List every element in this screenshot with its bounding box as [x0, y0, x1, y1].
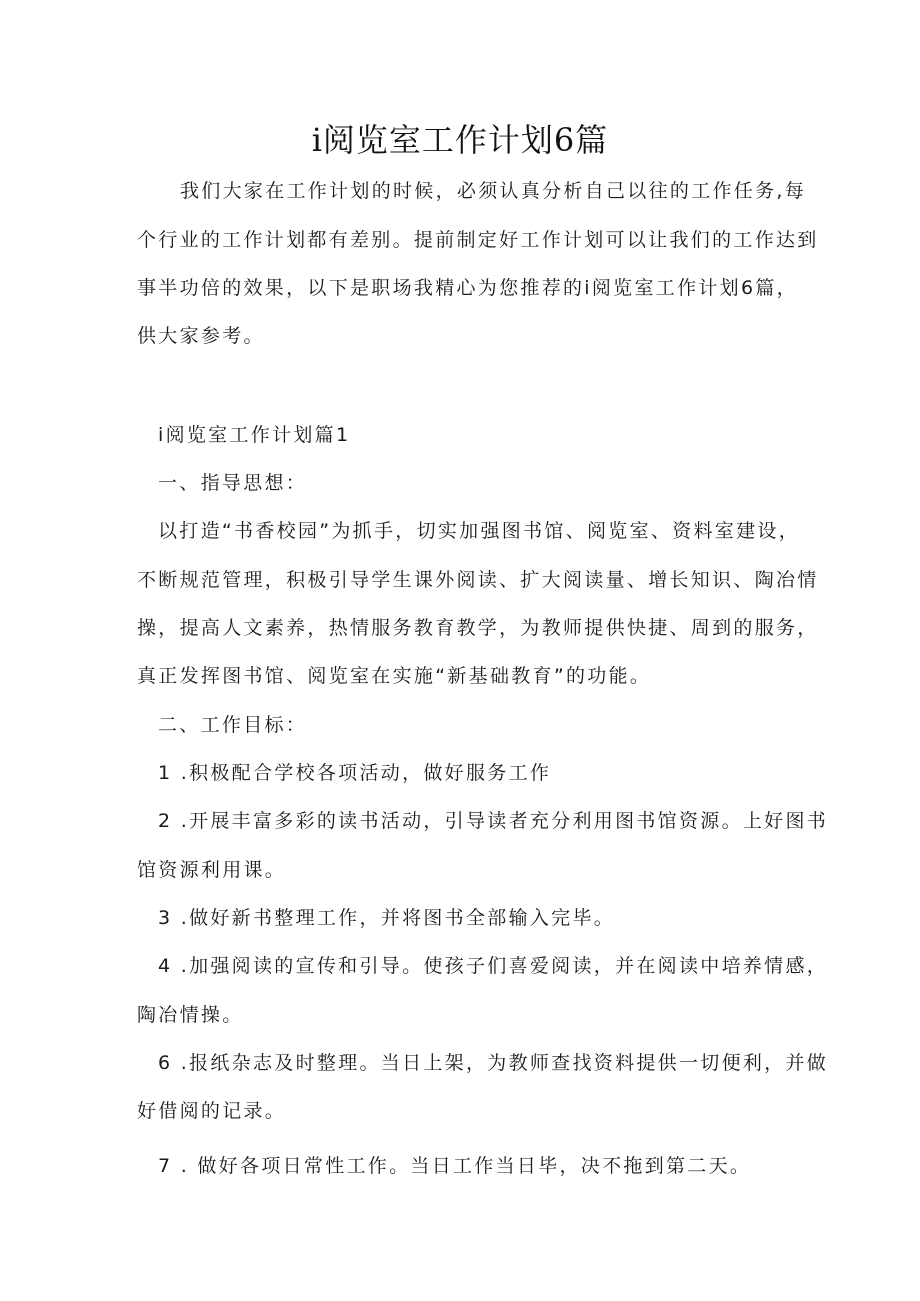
document-title: i阅览室工作计划6篇 — [311, 121, 609, 159]
goal-item-4: 4 .加强阅读的宣传和引导。使孩子们喜爱阅读，并在阅读中培养情感， — [158, 955, 829, 977]
goal-item-2: 2 .开展丰富多彩的读书活动，引导读者充分利用图书馆资源。上好图书 — [158, 810, 829, 832]
heading-guiding-thought: 一、指导思想： — [158, 472, 308, 494]
goal-item-6-continued: 好借阅的记录。 — [137, 1100, 287, 1122]
heading-work-goals: 二、工作目标： — [158, 714, 308, 736]
guiding-paragraph-line-2: 不断规范管理，积极引导学生课外阅读、扩大阅读量、增长知识、陶冶情 — [137, 569, 819, 591]
goal-item-2-continued: 馆资源利用课。 — [137, 859, 287, 881]
intro-line-1: 我们大家在工作计划的时候，必须认真分析自己以往的工作任务,每 — [180, 180, 807, 202]
guiding-paragraph-line-4: 真正发挥图书馆、阅览室在实施“新基础教育”的功能。 — [137, 665, 652, 687]
goal-item-6: 6 .报纸杂志及时整理。当日上架，为教师查找资料提供一切便利，并做 — [158, 1052, 829, 1074]
section-title: i阅览室工作计划篇1 — [158, 424, 351, 446]
guiding-paragraph-line-3: 操，提高人文素养，热情服务教育教学，为教师提供快捷、周到的服务， — [137, 617, 819, 639]
goal-item-1: 1 .积极配合学校各项活动，做好服务工作 — [158, 762, 552, 784]
intro-line-2: 个行业的工作计划都有差别。提前制定好工作计划可以让我们的工作达到 — [137, 229, 819, 251]
goal-item-3: 3 .做好新书整理工作，并将图书全部输入完毕。 — [158, 907, 616, 929]
goal-item-4-continued: 陶冶情操。 — [137, 1004, 244, 1026]
intro-line-4: 供大家参考。 — [137, 325, 265, 347]
goal-item-7: 7 . 做好各项日常性工作。当日工作当日毕，决不拖到第二天。 — [158, 1155, 752, 1177]
intro-line-3: 事半功倍的效果，以下是职场我精心为您推荐的i阅览室工作计划6篇， — [137, 277, 798, 299]
guiding-paragraph-line-1: 以打造“书香校园”为抓手，切实加强图书馆、阅览室、资料室建设， — [158, 520, 800, 542]
